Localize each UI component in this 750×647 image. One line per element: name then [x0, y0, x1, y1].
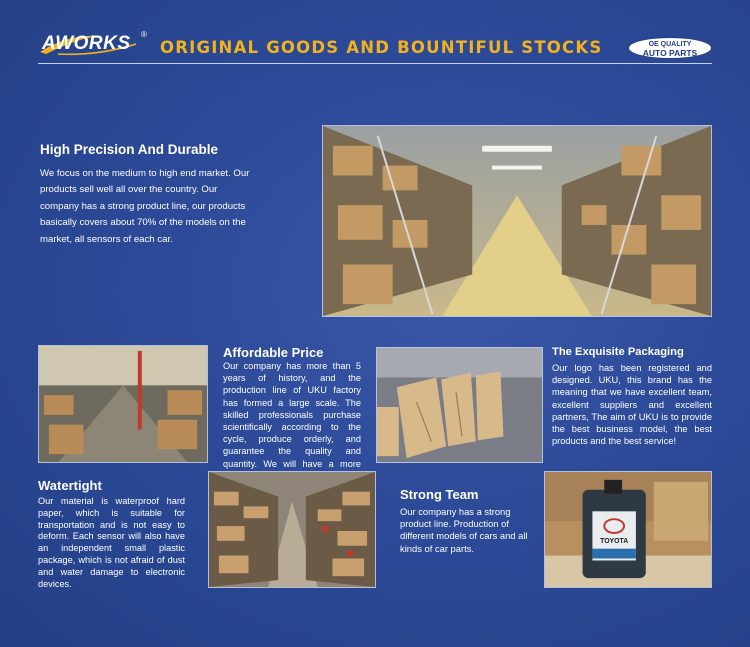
registered-mark: ®: [141, 30, 147, 39]
watertight-title: Watertight: [38, 478, 102, 493]
header-divider: [38, 63, 712, 64]
affordable-title: Affordable Price: [223, 345, 324, 360]
page-header: [0, 0, 750, 66]
oe-quality-badge: [628, 37, 712, 59]
warehouse-aisle-photo: [322, 125, 712, 317]
packaging-title: The Exquisite Packaging: [552, 346, 684, 358]
badge-line1: OE QUALITY: [648, 41, 692, 48]
page-headline: ORIGINAL GOODS AND BOUNTIFUL STOCKS: [160, 38, 603, 57]
watertight-body: Our material is waterproof hard paper, which is suitable for transportation and is not easy to deform. Each sensor will also have an independent small plastic package, which is not afraid of dust and water damage to electronic devices.: [38, 496, 185, 589]
precision-body: We focus on the medium to high end market. Our products sell well all over the country. Our company has a strong product line, our products basically covers about 70% of the models on the market, all sensors of each car.: [40, 168, 250, 245]
badge-line2: AUTO PARTS: [642, 48, 698, 58]
oil-bottle-photo: [544, 471, 712, 588]
team-body: Our company has a strong product line. Production of different models of cars and all kinds of car parts.: [400, 506, 528, 554]
packaging-body: Our logo has been registered and designed. UKU, this brand has the meaning that we have excellent team, excellent suppliers and excellent partners, The aim of UKU is to provide the best business model, the best products and the best service!: [552, 363, 712, 447]
works-logo: [38, 30, 158, 58]
oil-brand-label: TOYOTA: [600, 537, 629, 545]
logo-letter: A: [42, 33, 56, 54]
team-title: Strong Team: [400, 487, 479, 502]
stock-shelves-photo: [208, 471, 376, 588]
affordable-body: Our company has more than 5 years of history, and the production line of UKU factory has formed a large scale. The skilled professionals purchase scientifically according to the cycle, produce orderly, and guarantee the quality and quantity. We will have a more: [223, 361, 361, 469]
precision-title: High Precision And Durable: [40, 142, 219, 157]
factory-floor-photo: [38, 345, 208, 463]
packaging-photo: [376, 347, 543, 463]
logo-wordmark: WORKS: [55, 33, 131, 54]
